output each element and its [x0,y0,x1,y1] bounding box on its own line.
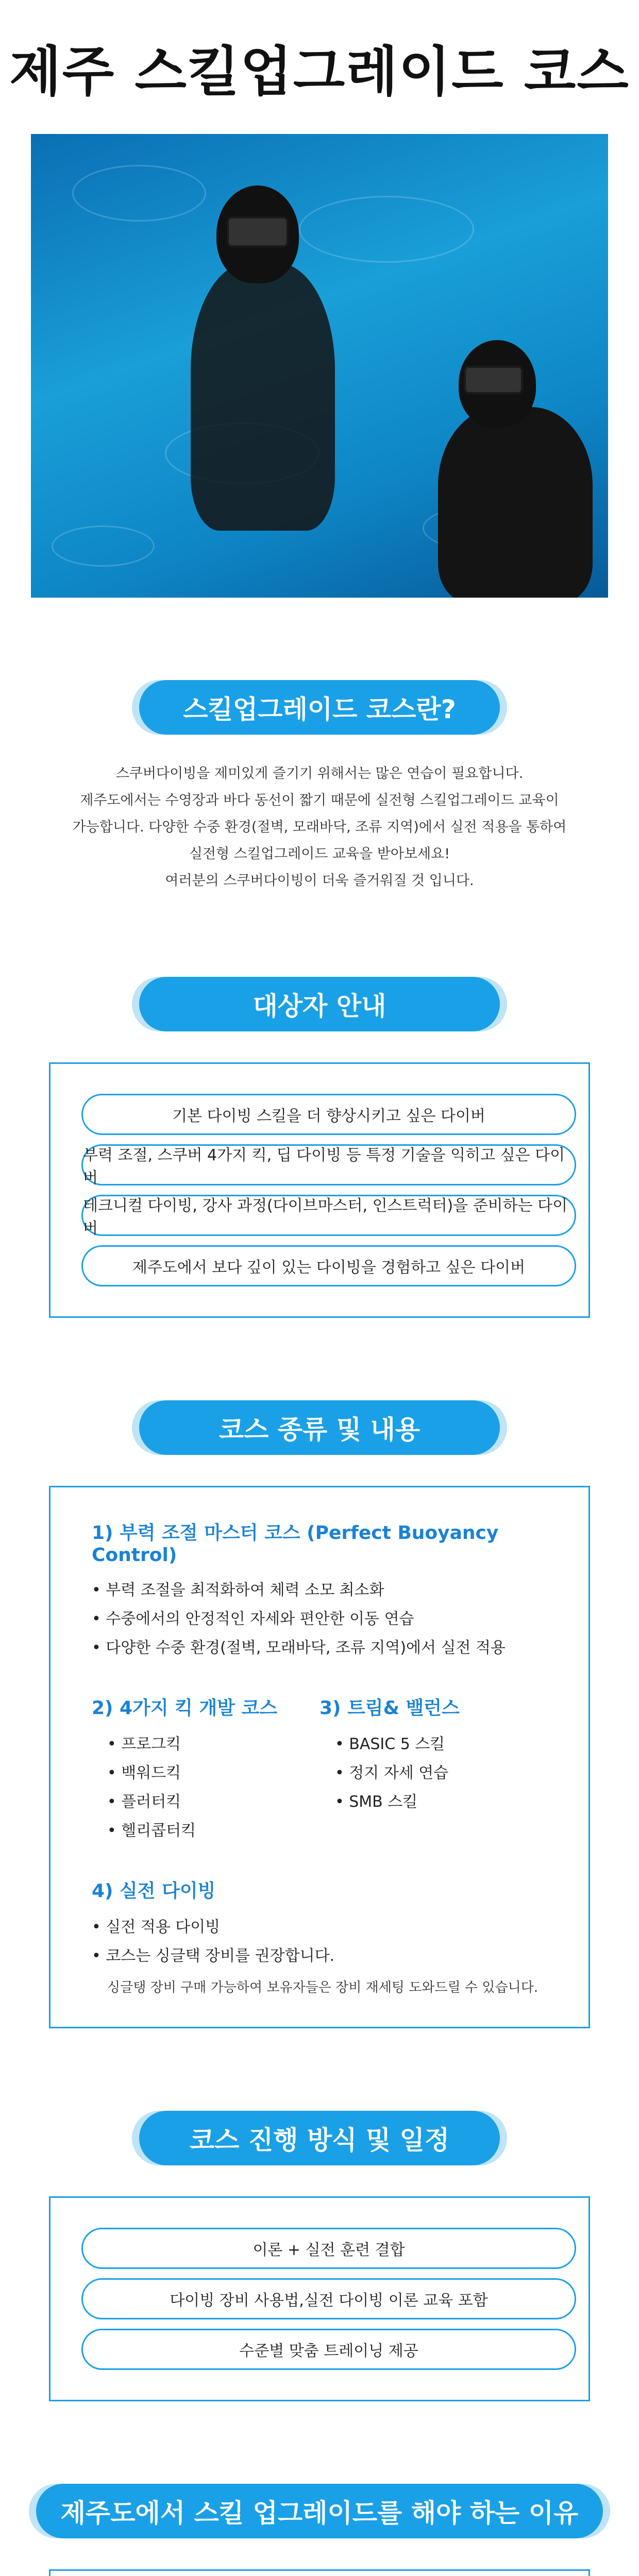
diver-figure [407,330,603,598]
course-item: • 백워드킥 [107,1764,181,1782]
section-heading: 코스 진행 방식 및 일정 [139,2111,500,2165]
reasons-box [49,2569,590,2576]
course-item: • 프로그킥 [107,1735,181,1753]
schedule-item: 이론 + 실전 훈련 결합 [81,2228,576,2269]
intro-line: 가능합니다. 다양한 수중 환경(절벽, 모래바닥, 조류 지역)에서 실전 적용을 통하여 [72,819,567,835]
intro-line: 제주도에서는 수영장과 바다 동선이 짧기 때문에 실전형 스킬업그레이드 교육이 [80,792,559,808]
course-item: • 부력 조절을 최적화하여 체력 소모 최소화 [92,1581,384,1599]
course-item: • 코스는 싱글택 장비를 권장합니다. [92,1947,335,1965]
page-title: 제주 스킬업그레이드 코스 [9,40,630,103]
reasons-section [0,2401,639,2576]
section-heading: 코스 종류 및 내용 [139,1400,500,1455]
diver-figure [160,185,376,546]
intro-line: 실전형 스킬업그레이드 교육을 받아보세요! [189,846,450,862]
target-item: 테크니컬 다이빙, 강사 과정(다이브마스터, 인스트럭터)을 준비하는 다이버 [81,1195,576,1236]
course-item: • 실전 적용 다이빙 [92,1918,221,1936]
course-title: 4) 실전 다이빙 [92,1880,216,1902]
course-item: • BASIC 5 스킬 [335,1735,445,1753]
section-heading: 대상자 안내 [139,977,500,1031]
course-note: 싱글탱 장비 구매 가능하여 보유자들은 장비 재세팅 도와드릴 수 있습니다. [107,1980,539,1995]
intro-section [0,598,639,894]
section-heading: 제주도에서 스킬 업그레이드를 해야 하는 이유 [36,2484,603,2538]
target-item: 부력 조절, 스쿠버 4가지 킥, 딥 다이빙 등 특정 기술을 익히고 싶은 다이버 [81,1144,576,1185]
intro-text [0,760,639,894]
schedule-box [49,2196,590,2401]
course-item: • 정지 자세 연습 [335,1764,449,1782]
course-item: • 수중에서의 안정적인 자세와 편안한 이동 연습 [92,1610,414,1628]
schedule-section [0,2028,639,2401]
course-item: • 플러터킥 [107,1793,181,1811]
courses-box [49,1486,590,2028]
course-title: 2) 4가지 킥 개발 코스 [92,1698,278,1719]
target-box [49,1062,590,1318]
target-item: 기본 다이빙 스킬을 더 향상시키고 싶은 다이버 [81,1094,576,1135]
hero-photo [31,134,608,598]
target-item: 제주도에서 보다 깊이 있는 다이빙을 경험하고 싶은 다이버 [81,1245,576,1286]
intro-line: 스쿠버다이빙을 제미있게 즐기기 위해서는 많은 연습이 필요합니다. [115,766,524,782]
schedule-item: 다이빙 장비 사용법,실전 다이빙 이론 교육 포함 [81,2278,576,2319]
courses-section [0,1318,639,2028]
intro-line: 여러분의 스쿠버다이빙이 더욱 즐거워질 것 입니다. [165,873,474,889]
schedule-item: 수준별 맞춤 트레이닝 제공 [81,2329,576,2370]
course-item: • SMB 스킬 [335,1793,418,1811]
course-title: 1) 부력 조절 마스터 코스 (Perfect Buoyancy Control) [92,1522,499,1566]
course-title: 3) 트림& 밸런스 [320,1698,460,1719]
course-item: • 헬리콥터킥 [107,1822,196,1840]
course-item: • 다양한 수중 환경(절벽, 모래바닥, 조류 지역)에서 실전 적용 [92,1639,506,1657]
target-section [0,894,639,1318]
section-heading: 스킬업그레이드 코스란? [139,680,500,735]
